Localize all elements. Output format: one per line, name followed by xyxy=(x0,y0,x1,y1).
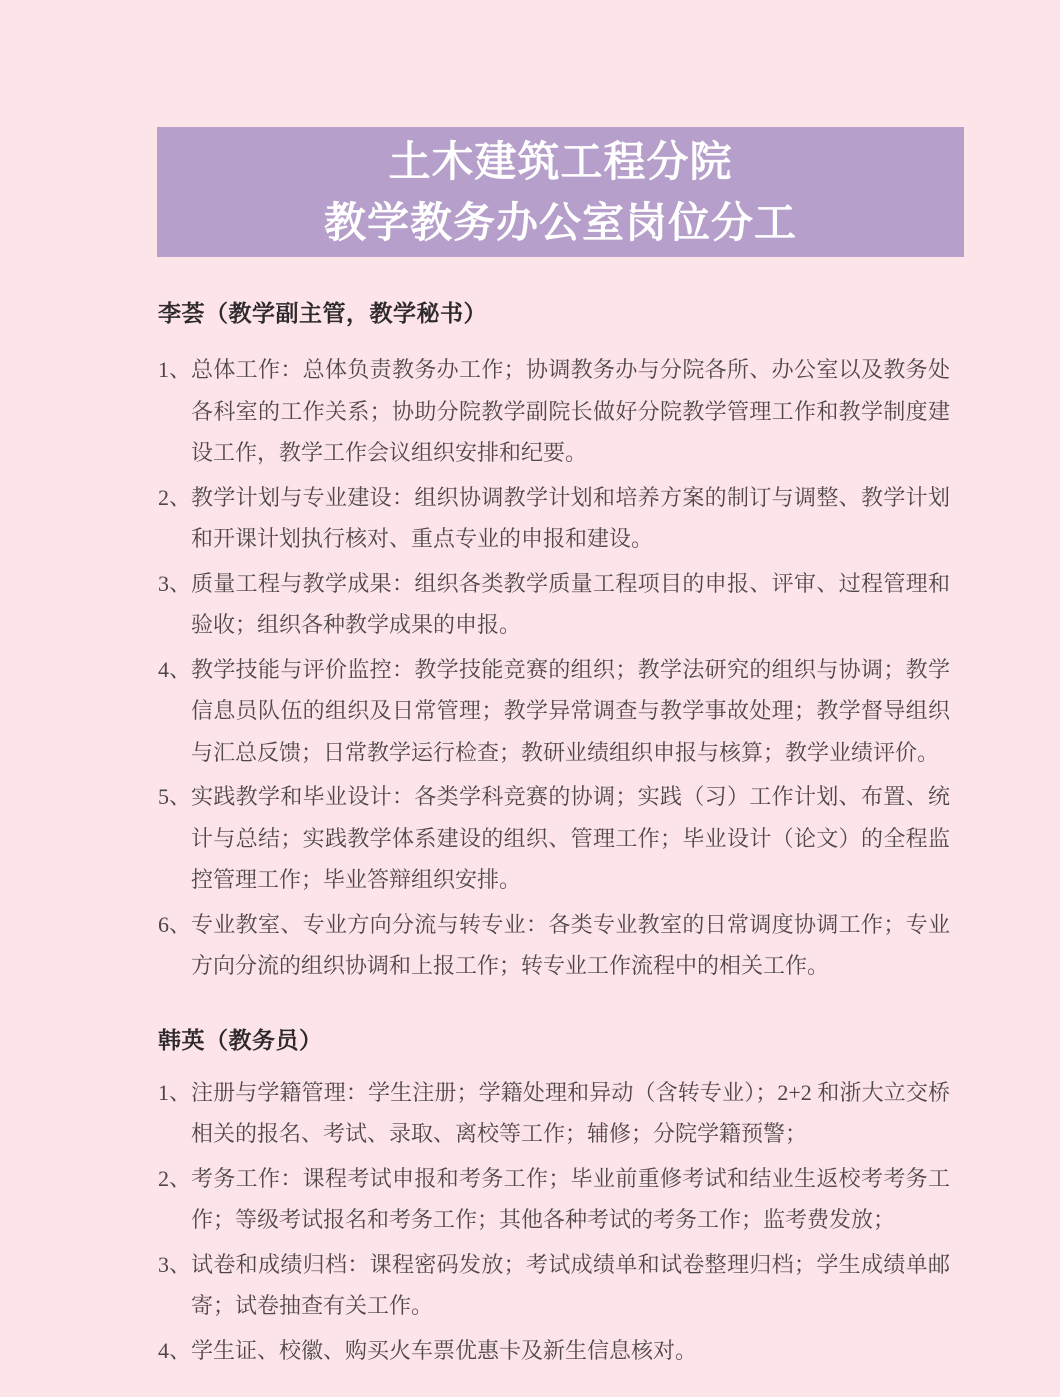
item-text: 学生证、校徽、购买火车票优惠卡及新生信息核对。 xyxy=(191,1337,698,1363)
list-item xyxy=(158,1244,950,1327)
item-number: 3、 xyxy=(158,1251,192,1277)
item-text: 注册与学籍管理：学生注册；学籍处理和异动（含转专业）；2+2 和浙大立交桥相关的报名、考试、录取、离校等工作；辅修；分院学籍预警； xyxy=(191,1079,950,1146)
item-text: 教学计划与专业建设：组织协调教学计划和培养方案的制订与调整、教学计划和开课计划执行核对、重点专业的申报和建设。 xyxy=(191,484,950,551)
list-item xyxy=(158,563,950,646)
list-item xyxy=(158,904,950,987)
item-number: 4、 xyxy=(158,1337,192,1363)
title-banner xyxy=(157,127,964,257)
duty-list-han-ying xyxy=(158,1072,950,1372)
list-item xyxy=(158,477,950,560)
item-text: 考务工作：课程考试申报和考务工作；毕业前重修考试和结业生返校考考务工作；等级考试报名和考务工作；其他各种考试的考务工作；监考费发放； xyxy=(191,1165,950,1232)
list-item xyxy=(158,649,950,774)
item-number: 6、 xyxy=(158,911,192,937)
list-item xyxy=(158,1330,950,1372)
item-number: 1、 xyxy=(158,357,192,382)
list-item xyxy=(158,1072,950,1155)
item-number: 2、 xyxy=(158,484,192,510)
document-content xyxy=(158,297,950,1371)
item-text: 试卷和成绩归档：课程密码发放；考试成绩单和试卷整理归档；学生成绩单邮寄；试卷抽查有关工作。 xyxy=(191,1251,950,1318)
list-item xyxy=(158,1158,950,1241)
item-number: 2、 xyxy=(158,1165,192,1191)
item-text: 实践教学和毕业设计：各类学科竞赛的协调；实践（习）工作计划、布置、统计与总结；实践教学体系建设的组织、管理工作；毕业设计（论文）的全程监控管理工作；毕业答辩组织安排。 xyxy=(191,784,950,892)
banner-title-line2: 教学教务办公室岗位分工 xyxy=(323,199,797,246)
banner-title-line1: 土木建筑工程分院 xyxy=(388,138,733,185)
item-text: 质量工程与教学成果：组织各类教学质量工程项目的申报、评审、过程管理和验收；组织各种教学成果的申报。 xyxy=(191,570,950,637)
section-heading-li-hui: 李荟（教学副主管，教学秘书） xyxy=(158,300,487,326)
duty-list-li-hui xyxy=(158,349,950,987)
list-item xyxy=(158,349,950,474)
item-number: 4、 xyxy=(158,656,192,682)
item-number: 1、 xyxy=(158,1079,192,1105)
item-number: 5、 xyxy=(158,784,192,809)
item-text: 总体工作：总体负责教务办工作；协调教务办与分院各所、办公室以及教务处各科室的工作关系；协助分院教学副院长做好分院教学管理工作和教学制度建设工作，教学工作会议组织安排和纪要。 xyxy=(191,357,950,465)
item-number: 3、 xyxy=(158,570,192,596)
item-text: 教学技能与评价监控：教学技能竞赛的组织；教学法研究的组织与协调；教学信息员队伍的组织及日常管理；教学异常调查与教学事故处理；教学督导组织与汇总反馈；日常教学运行检查；教研业绩组织申报与核算；教学业绩评价。 xyxy=(191,656,950,765)
list-item xyxy=(158,776,950,901)
section-heading-han-ying: 韩英（教务员） xyxy=(158,1026,323,1053)
item-text: 专业教室、专业方向分流与转专业：各类专业教室的日常调度协调工作；专业方向分流的组织协调和上报工作；转专业工作流程中的相关工作。 xyxy=(191,911,950,978)
